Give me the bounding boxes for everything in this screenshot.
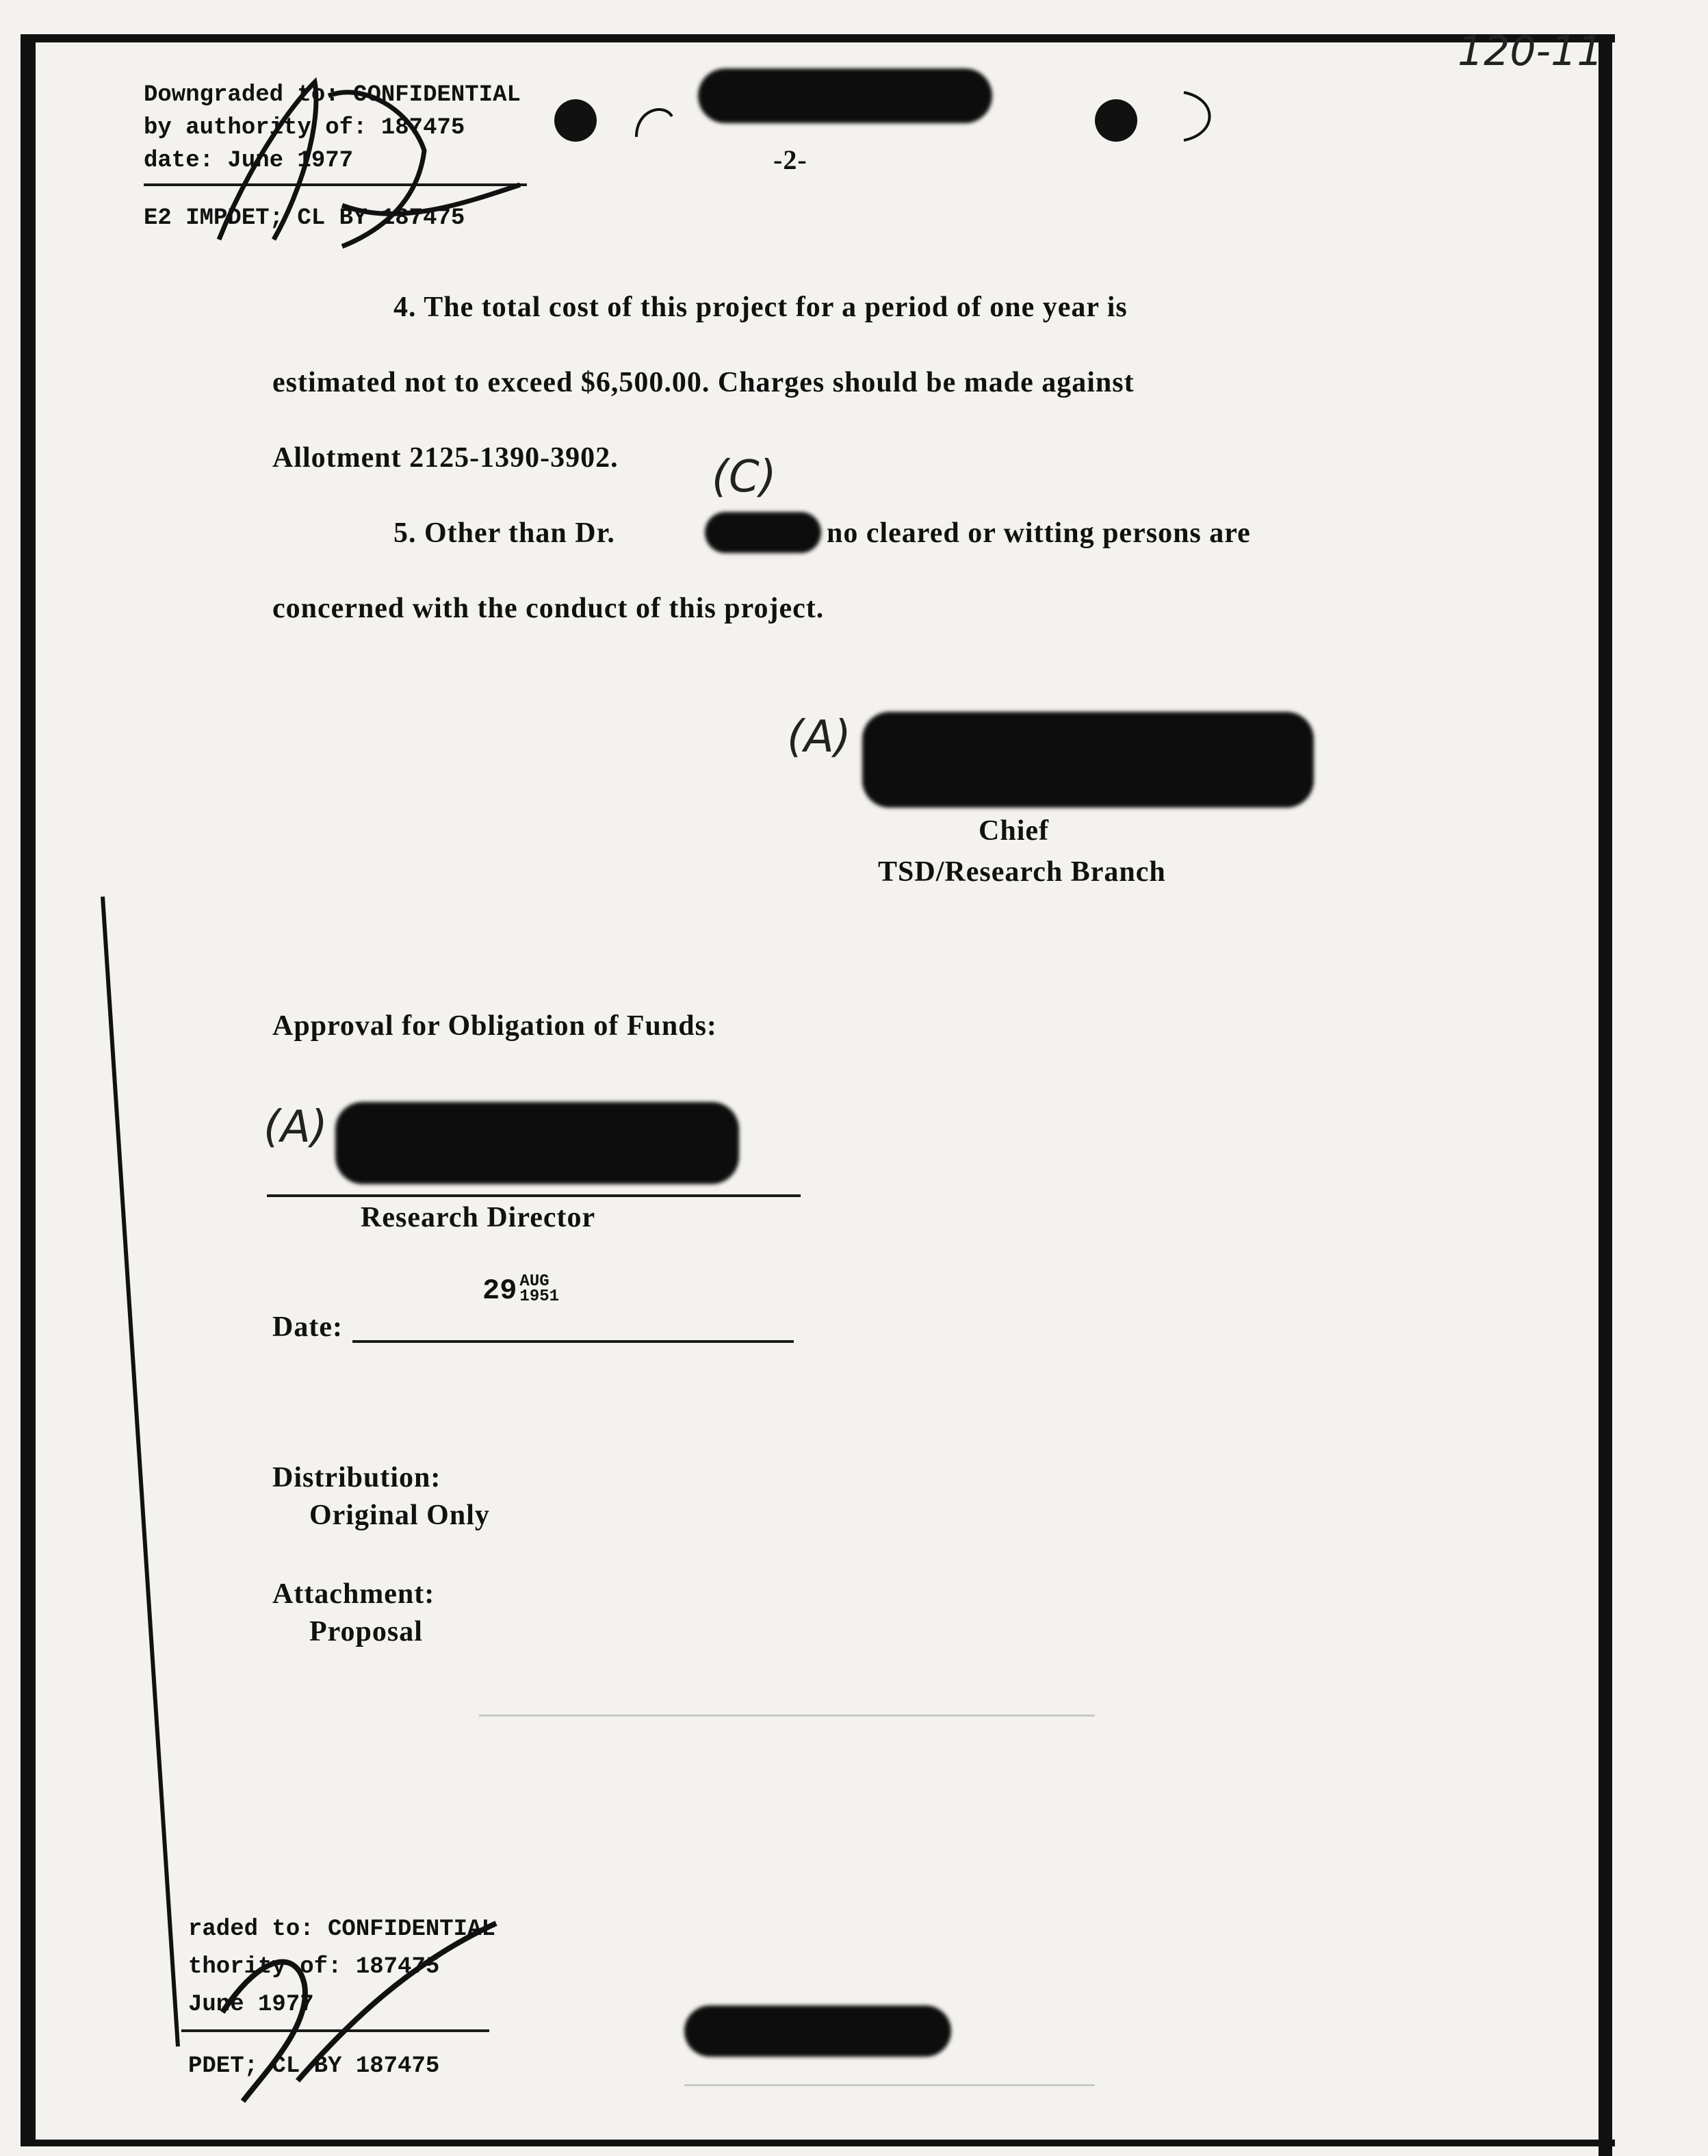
bottom-stamp-line4: PDET; CL BY 187475 — [188, 2053, 440, 2079]
para4-line2: estimated not to exceed $6,500.00. Charges should be made against — [272, 367, 1135, 398]
date-stamp-day: 29 — [482, 1274, 517, 1307]
redacted-classification-header — [698, 68, 992, 123]
para5-end: no cleared or witting persons are — [827, 517, 1251, 549]
classification-mark-c: (C) — [712, 452, 777, 502]
attachment-value: Proposal — [309, 1616, 423, 1647]
top-stamp-line3: date: June 1977 — [144, 148, 354, 174]
date-label: Date: — [272, 1311, 343, 1343]
attachment-label: Attachment: — [272, 1578, 435, 1610]
punch-hole-left — [554, 99, 597, 142]
date-stamp-month: AUG — [519, 1272, 549, 1291]
classification-mark-a-1: (A) — [787, 712, 851, 762]
redacted-signature-chief — [862, 712, 1314, 808]
classification-mark-a-2: (A) — [263, 1102, 328, 1153]
redacted-classification-footer — [684, 2005, 951, 2057]
date-line — [352, 1340, 794, 1343]
para4-line3: Allotment 2125-1390-3902. — [272, 442, 619, 474]
bottom-downgrade-stamp — [181, 1910, 565, 2108]
page-number: -2- — [773, 144, 807, 175]
bottom-stamp-line1: raded to: CONFIDENTIAL — [188, 1916, 495, 1942]
page-border-bottom — [21, 2140, 1615, 2146]
punch-arc-right — [1170, 86, 1225, 147]
punch-hole-right — [1095, 99, 1137, 142]
page-border-right — [1599, 41, 1612, 2156]
para5-line2: concerned with the conduct of this project. — [272, 593, 825, 624]
distribution-label: Distribution: — [272, 1462, 441, 1493]
top-stamp-line2: by authority of: 187475 — [144, 115, 465, 141]
para5-start: 5. Other than Dr. — [393, 517, 615, 549]
date-stamp-year: 1951 — [519, 1287, 560, 1306]
signature-title: Chief — [979, 815, 1049, 847]
signer-title: Research Director — [361, 1202, 596, 1233]
punch-arc-left — [630, 96, 677, 144]
margin-diagonal-line — [96, 890, 205, 2053]
redacted-name — [705, 512, 821, 553]
page-border-left — [21, 34, 36, 2142]
redacted-signature-director — [335, 1102, 739, 1184]
distribution-value: Original Only — [309, 1500, 490, 1531]
top-stamp-line4: E2 IMPDET; CL BY 187475 — [144, 205, 465, 231]
signature-org: TSD/Research Branch — [878, 856, 1166, 888]
director-signature-line — [267, 1194, 801, 1197]
bottom-stamp-line3: June 1977 — [188, 1992, 314, 2018]
page-border-top — [21, 34, 1615, 42]
bottom-stamp-scribble — [181, 1910, 565, 2108]
scan-artifact-line — [479, 1715, 1095, 1717]
approval-label: Approval for Obligation of Funds: — [272, 1010, 717, 1042]
top-downgrade-stamp — [137, 68, 541, 253]
file-reference: 120-11 — [1458, 27, 1603, 75]
top-stamp-scribble — [137, 68, 547, 260]
scan-artifact-line — [684, 2084, 1095, 2086]
para4-line1: 4. The total cost of this project for a period of one year is — [393, 292, 1128, 323]
date-stamp — [482, 1274, 559, 1316]
top-stamp-line1: Downgraded to: CONFIDENTIAL — [144, 82, 521, 108]
bottom-stamp-line2: thority of: 187475 — [188, 1954, 440, 1980]
